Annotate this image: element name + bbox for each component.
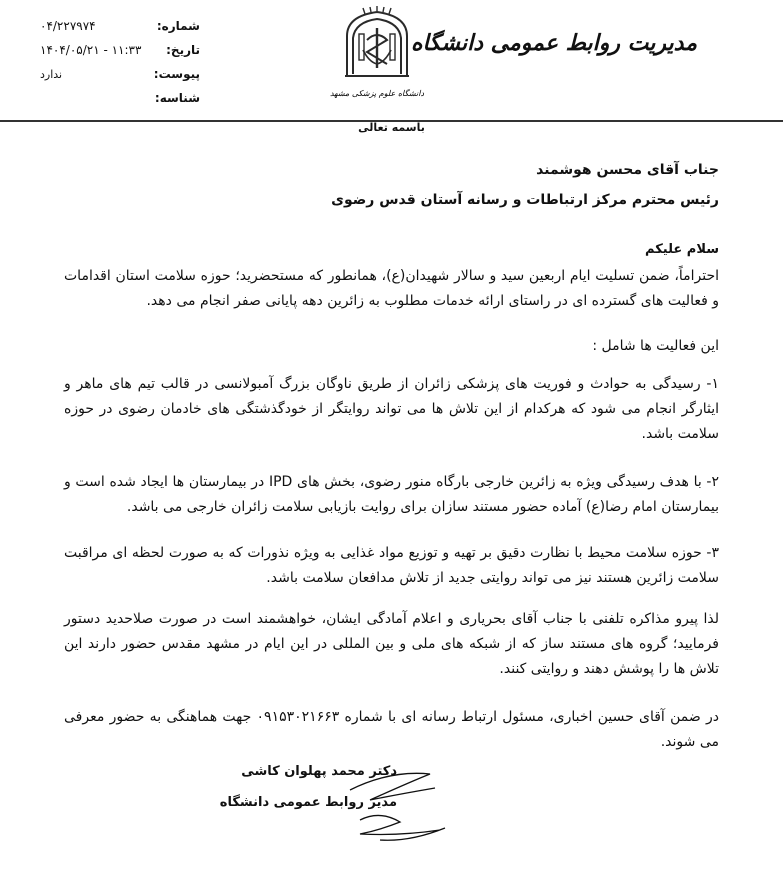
date-row (40, 38, 200, 62)
attachment-row (40, 62, 200, 86)
paragraph-item-2: ۲- با هدف رسیدگی ویژه به زائرین خارجی بارگاه منور رضوی، بخش های IPD در بیمارستان ها ایجاد شده است و بیمارستان امام رضا(ع) آماده حضور مستند سازان برای روایت بازیابی سلامت زائران خارجی می باشد. (64, 474, 720, 515)
logo-caption: دانشگاه علوم پزشکی مشهد (329, 89, 425, 98)
paragraph-intro: احتراماً، ضمن تسلیت ایام اربعین سید و سالار شهیدان(ع)، همانطور که مستحضرید؛ حوزه سلامت استان اقدامات و فعالیت های گسترده ای در راستای ارائه خدمات مطلوب به زائرین دهه پایانی صفر انجام می دهد. (64, 268, 719, 309)
greeting: سلام علیکم (645, 242, 719, 257)
date-value: ۱۴۰۴/۰۵/۲۱ - ۱۱:۳۳ (40, 43, 142, 57)
number-row (40, 14, 200, 38)
bismillah: باسمه تعالی (358, 121, 425, 134)
department-title: مدیریت روابط عمومی دانشگاه (410, 30, 697, 56)
signatory-name: دکتر محمد پهلوان کاشی (241, 764, 397, 779)
signatory-title: مدیر روابط عمومی دانشگاه (219, 795, 397, 810)
attachment-value: ندارد (40, 67, 63, 81)
university-logo (329, 6, 425, 106)
paragraph-contact: در ضمن آقای حسین اخباری، مسئول ارتباط رسانه ای با شماره ۰۹۱۵۳۰۲۱۶۶۳ جهت هماهنگی به حضور معرفی می شوند. (64, 709, 719, 750)
addressee-title: رئیس محترم مرکز ارتباطات و رسانه آستان قدس رضوی (331, 192, 719, 208)
paragraph-item-3: ۳- حوزه سلامت محیط با نظارت دقیق بر تهیه و توزیع مواد غذایی به ویژه نذورات که به صورت لحظه ای مراقبت سلامت زائرین هستند نیز می تواند روایتی جدید از تلاش مدافعان سلامت باشد. (64, 545, 719, 586)
paragraph-item-1: ۱- رسیدگی به حوادث و فوریت های پزشکی زائران از طریق ناوگان بزرگ آمبولانسی در قالب تیم های ماهر و ایثارگر انجام می شود که هرکدام از این تلاش ها می تواند روایتگر از خودگذشتگی های خادمان رضوی در حوزه سلامت باشد. (64, 376, 719, 442)
addressee-name: جناب آقای محسن هوشمند (536, 162, 719, 178)
date-label: تاریخ: (166, 43, 200, 57)
letter-meta (40, 14, 200, 110)
id-row (40, 86, 200, 110)
paragraph-request: لذا پیرو مذاکره تلفنی با جناب آقای بحریاری و اعلام آمادگی ایشان، خواهشمند است در صورت صلاحدید دستور فرمایید؛ گروه های مستند ساز که از شبکه های ملی و بین المللی در این ایام در مشهد مقدس حضور دارند این تلاش ها را پوشش دهند و روایتی کنند. (64, 611, 719, 677)
handwritten-signature (340, 760, 450, 850)
attachment-label: پیوست: (153, 67, 200, 81)
number-label: شماره: (156, 19, 200, 33)
paragraph-list-heading: این فعالیت ها شامل : (592, 338, 719, 354)
number-value: ۰۴/۲۲۷۹۷۴ (40, 19, 96, 33)
id-label: شناسه: (154, 91, 200, 105)
